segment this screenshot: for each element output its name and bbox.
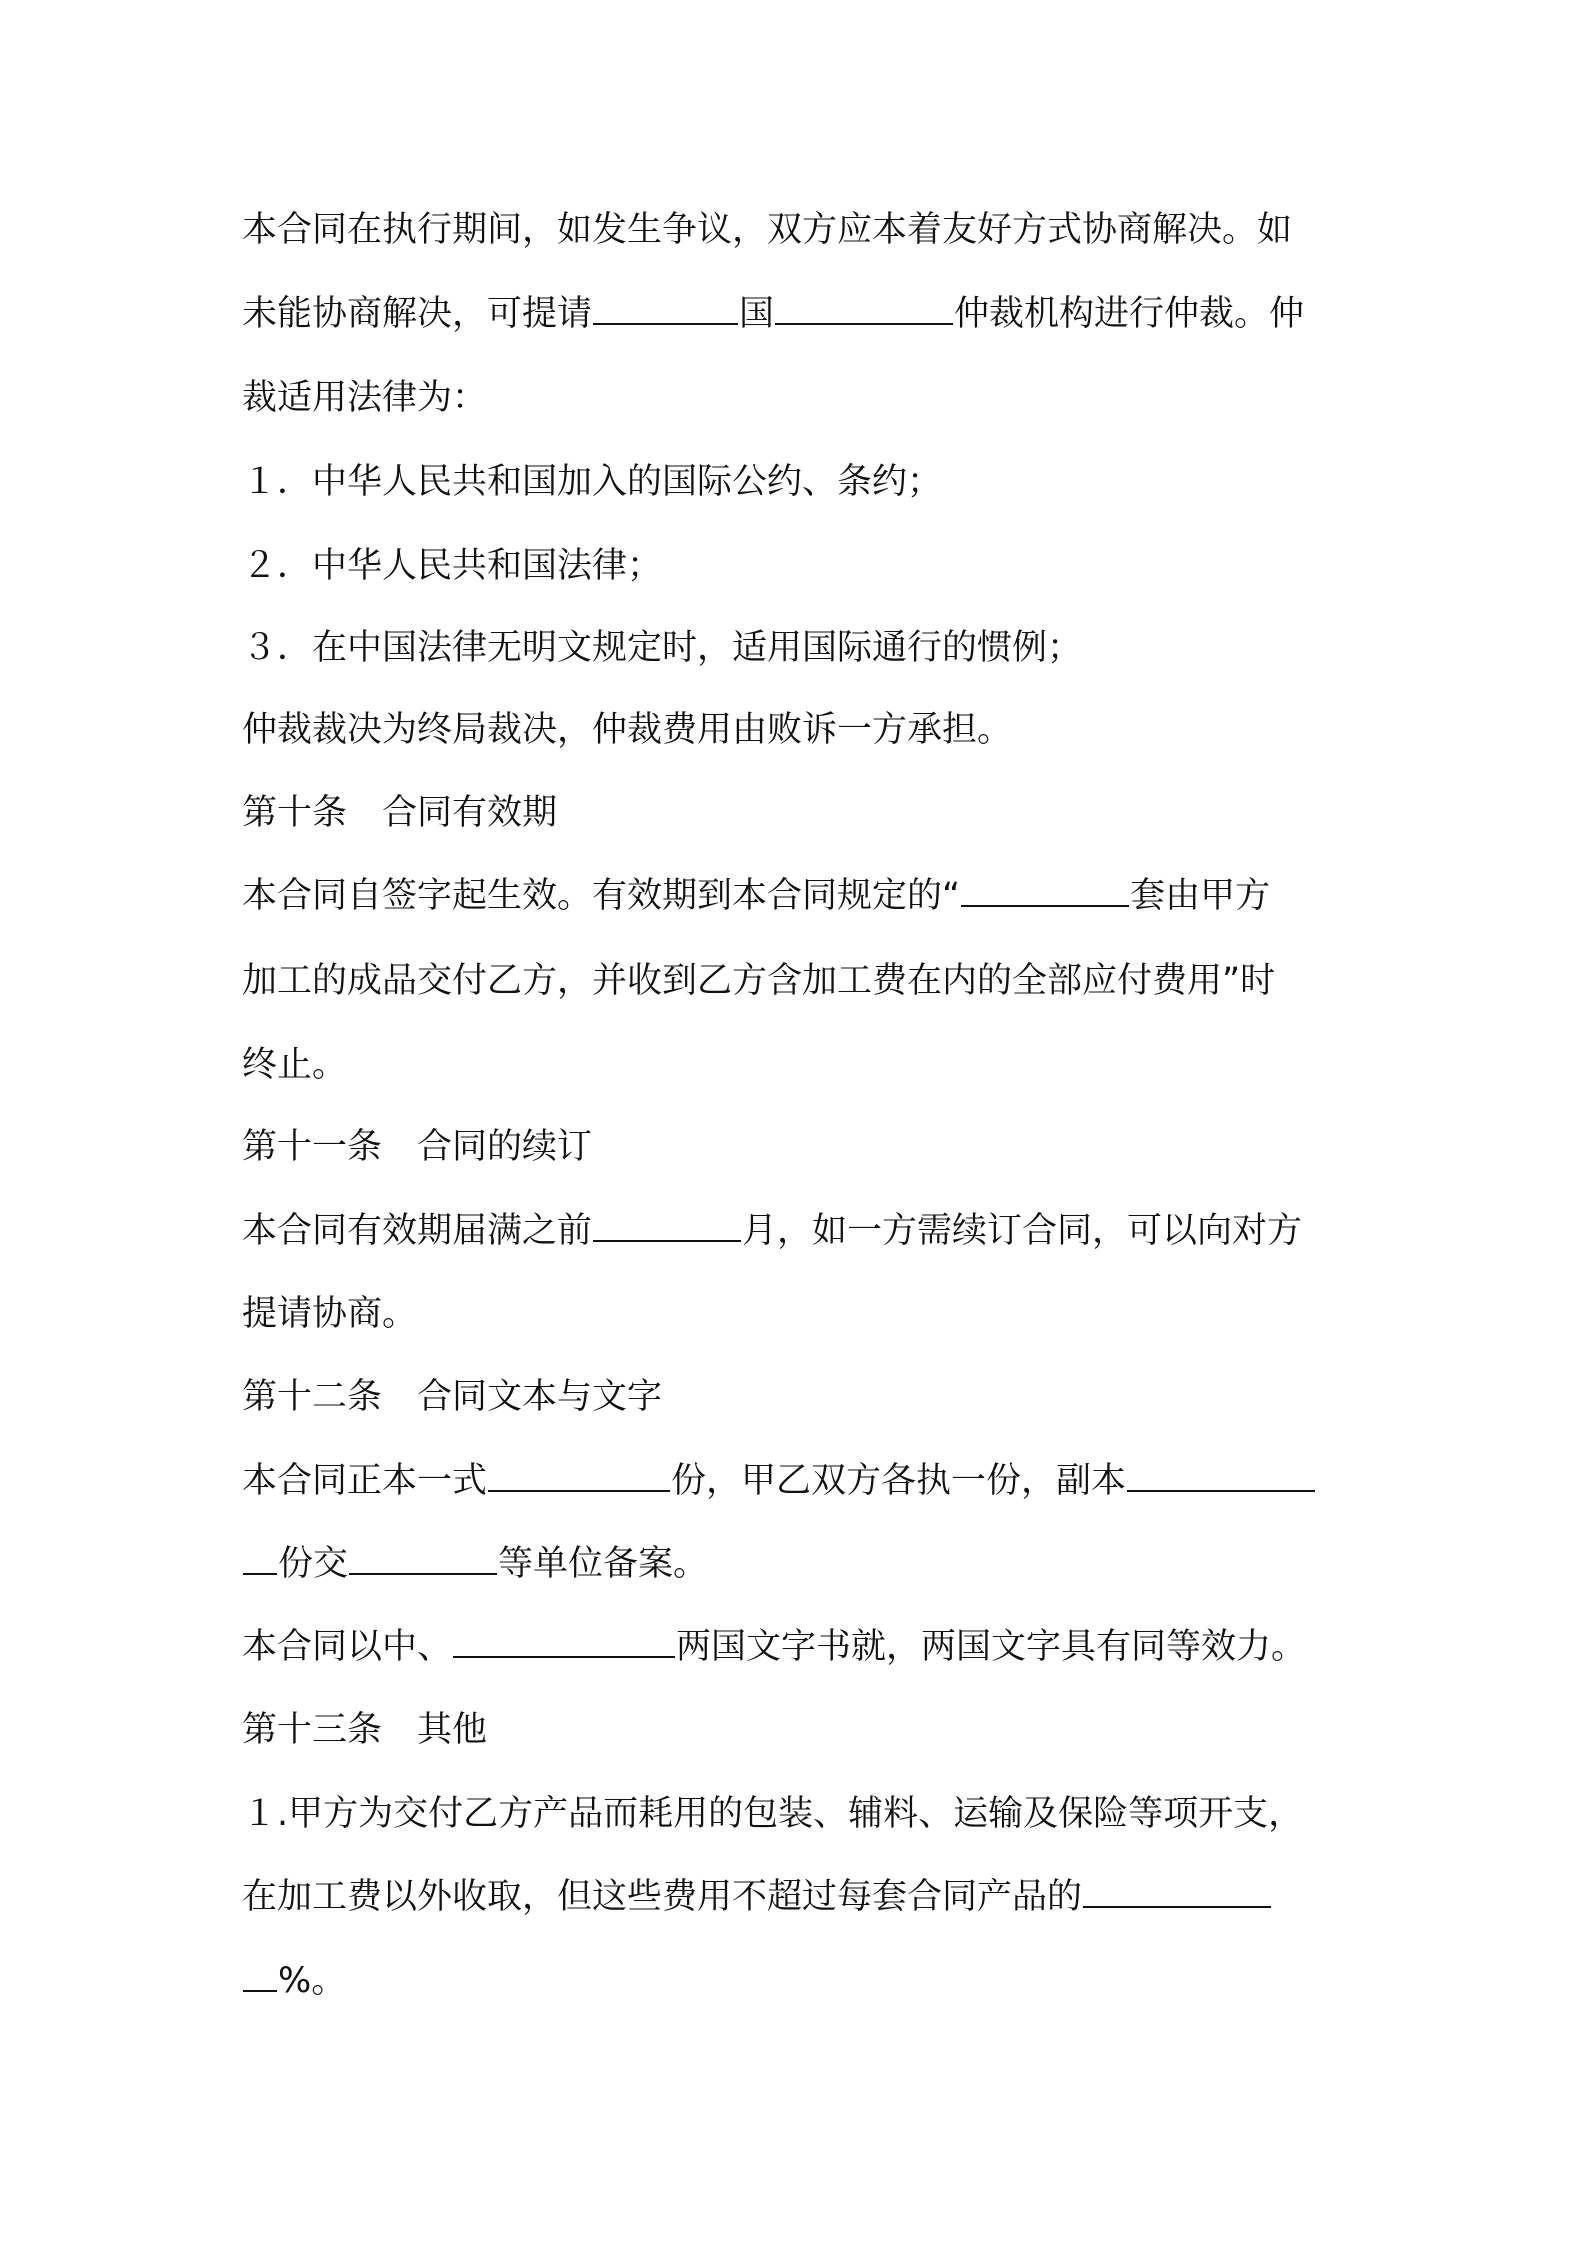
article-12-line-2 [242, 1534, 708, 1594]
article-10-heading [242, 783, 557, 843]
article-12-heading [242, 1367, 662, 1427]
arbitration-line-1 [242, 200, 1292, 260]
blank-article-11-months [593, 1210, 741, 1242]
article-12-heading-text: 第十二条 合同文本与文字 [242, 1377, 663, 1417]
article-13-heading [242, 1700, 487, 1760]
arbitration-text-1: 本合同在执行期间，如发生争议，双方应本着友好方式协商解决。如 [242, 210, 1293, 250]
arbitration-text-2a: 未能协商解决，可提请 [242, 294, 593, 334]
arbitration-final [242, 700, 1012, 760]
blank-arbitration-country [593, 293, 738, 325]
article-13-text-2: 在加工费以外收取，但这些费用不超过每套合同产品的 [242, 1877, 1083, 1917]
article-10-text-1a: 本合同自签字起生效。有效期到本合同规定的“ [242, 876, 961, 916]
law-item-2 [242, 536, 662, 596]
law-item-3-text: ３．在中国法律无明文规定时，适用国际通行的惯例； [242, 628, 1083, 668]
blank-article-10-sets [961, 875, 1129, 907]
law-item-2-text: ２．中华人民共和国法律； [242, 546, 663, 586]
article-11-heading [242, 1117, 592, 1177]
article-10-heading-text: 第十条 合同有效期 [242, 793, 558, 833]
article-13-heading-text: 第十三条 其他 [242, 1710, 488, 1750]
article-10-line-2 [242, 951, 1275, 1011]
article-11-heading-text: 第十一条 合同的续订 [242, 1127, 593, 1167]
arbitration-text-2c: 仲裁机构进行仲裁。仲 [954, 294, 1305, 334]
article-10-text-2: 加工的成品交付乙方，并收到乙方含加工费在内的全部应付费用”时 [242, 961, 1276, 1001]
article-11-text-1b: 月，如一方需续订合同，可以向对方 [742, 1211, 1303, 1251]
article-13-text-1: １.甲方为交付乙方产品而耗用的包装、辅料、运输及保险等项开支， [242, 1794, 1304, 1834]
article-12-text-1a: 本合同正本一式 [242, 1461, 488, 1501]
article-13-line-3 [242, 1951, 346, 2011]
blank-article-13-percent-cont [243, 1960, 277, 1992]
blank-article-12-copies-cont [243, 1543, 277, 1575]
article-13-line-2 [242, 1867, 1272, 1927]
article-12-text-1b: 份，甲乙双方各执一份，副本 [671, 1461, 1127, 1501]
arbitration-text-3: 裁适用法律为： [242, 378, 488, 418]
arbitration-line-3 [242, 368, 487, 428]
article-10-line-3 [242, 1035, 347, 1095]
arbitration-line-2 [242, 284, 1304, 344]
article-12-text-3b: 两国文字书就，两国文字具有同等效力。 [676, 1627, 1307, 1667]
article-12-line-1 [242, 1451, 1316, 1511]
article-10-text-1b: 套由甲方 [1130, 876, 1271, 916]
arbitration-final-text: 仲裁裁决为终局裁决，仲裁费用由败诉一方承担。 [242, 710, 1013, 750]
article-13-line-1 [242, 1784, 1303, 1844]
blank-article-12-units [349, 1543, 497, 1575]
blank-article-12-originals [488, 1460, 670, 1492]
article-13-text-3: %。 [278, 1961, 347, 2001]
law-item-1-text: １．中华人民共和国加入的国际公约、条约； [242, 462, 943, 502]
article-12-text-3a: 本合同以中、 [242, 1627, 453, 1667]
blank-article-12-copies [1127, 1460, 1315, 1492]
article-11-text-1a: 本合同有效期届满之前 [242, 1211, 593, 1251]
blank-article-13-percent [1083, 1876, 1271, 1908]
article-11-line-1 [242, 1201, 1302, 1261]
article-11-text-2: 提请协商。 [242, 1294, 418, 1334]
blank-article-12-language [453, 1626, 675, 1658]
article-10-text-3: 终止。 [242, 1045, 348, 1085]
law-item-3 [242, 618, 1082, 678]
article-12-text-2a: 份交 [278, 1544, 349, 1584]
article-12-text-2b: 等单位备案。 [498, 1544, 709, 1584]
article-12-line-3 [242, 1617, 1306, 1677]
article-11-line-2 [242, 1284, 417, 1344]
blank-arbitration-institution [775, 293, 953, 325]
arbitration-text-2b: 国 [739, 294, 775, 334]
law-item-1 [242, 452, 942, 512]
article-10-line-1 [242, 866, 1270, 926]
